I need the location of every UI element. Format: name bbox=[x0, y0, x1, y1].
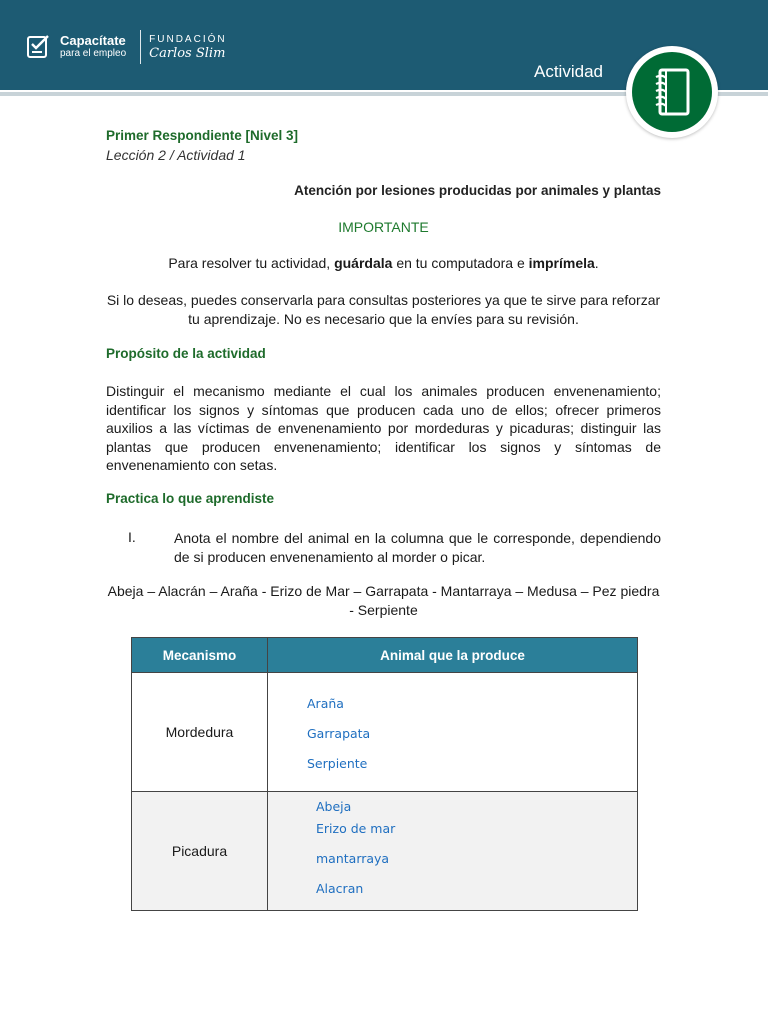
mechanism-cell: Picadura bbox=[132, 792, 268, 911]
answer-text: Erizo de mar bbox=[316, 821, 396, 836]
header-mechanism: Mecanismo bbox=[132, 638, 268, 673]
table-row bbox=[132, 792, 638, 911]
purpose-text: Distinguir el mecanismo mediante el cual los animales producen envenenamiento; identificar los signos y síntomas que producen cada uno de ellos; ofrecer primeros auxilios a las víctimas de envenenamiento por mordeduras y picaduras; distinguir las plantas que producen envenenamiento; identificar los signos y síntomas de envenenamiento con setas. bbox=[106, 383, 661, 473]
mechanism-cell: Mordedura bbox=[132, 673, 268, 792]
important-label: IMPORTANTE bbox=[338, 219, 429, 235]
answer-text: Araña bbox=[307, 696, 344, 711]
purpose-heading: Propósito de la actividad bbox=[106, 346, 266, 361]
save-text-bold-1: guárdala bbox=[334, 255, 393, 271]
answer-text: mantarraya bbox=[316, 851, 390, 866]
answer-text: Garrapata bbox=[307, 726, 371, 741]
brand-mark-icon bbox=[26, 34, 54, 60]
save-text-bold-2: imprímela bbox=[528, 255, 595, 271]
lesson-subtitle: Lección 2 / Actividad 1 bbox=[106, 147, 246, 163]
section-title: Actividad bbox=[534, 62, 603, 81]
foundation-signature: Carlos Slim bbox=[149, 45, 226, 61]
course-title: Primer Respondiente [Nivel 3] bbox=[106, 128, 299, 143]
answer-text: Abeja bbox=[316, 799, 352, 814]
practice-heading: Practica lo que aprendiste bbox=[106, 491, 275, 506]
header-animal: Animal que la produce bbox=[268, 638, 638, 673]
answer-cell[interactable] bbox=[268, 792, 638, 911]
answer-cell[interactable] bbox=[268, 673, 638, 792]
brand-main: Capacítate bbox=[60, 33, 126, 48]
topic-title: Atención por lesiones producidas por animales y plantas bbox=[294, 183, 661, 198]
answer-text: Alacran bbox=[316, 881, 364, 896]
instruction-text: Anota el nombre del animal en la columna que le corresponde, dependiendo de si producen envenenamiento al morder o picar. bbox=[174, 530, 661, 565]
answer-area[interactable] bbox=[269, 793, 636, 909]
logo-divider bbox=[140, 30, 141, 64]
save-text-1: Para resolver tu actividad, bbox=[168, 255, 335, 271]
save-text-3: . bbox=[594, 255, 599, 271]
activity-badge bbox=[626, 46, 718, 138]
answer-text: Serpiente bbox=[307, 756, 368, 771]
brand-sub: para el empleo bbox=[60, 48, 127, 59]
brand-logo bbox=[26, 30, 227, 64]
badge-circle bbox=[632, 52, 712, 132]
save-instructions bbox=[106, 255, 661, 271]
mechanism-table bbox=[131, 637, 638, 911]
foundation-top: FUNDACIÓN bbox=[149, 33, 227, 45]
answer-area[interactable] bbox=[269, 674, 636, 790]
keep-note: Si lo deseas, puedes conservarla para consultas posteriores ya que te sirve para reforzar tu aprendizaje. No es necesario que la envíes para su revisión. bbox=[106, 292, 661, 327]
animals-list: Abeja – Alacrán – Araña - Erizo de Mar – Garrapata - Mantarraya – Medusa – Pez piedra - Serpiente bbox=[107, 583, 660, 618]
notebook-icon bbox=[652, 68, 692, 116]
save-text-2: en tu computadora e bbox=[392, 255, 529, 271]
instruction-number: I. bbox=[128, 529, 136, 545]
table-header-row bbox=[132, 638, 638, 673]
table-row bbox=[132, 673, 638, 792]
